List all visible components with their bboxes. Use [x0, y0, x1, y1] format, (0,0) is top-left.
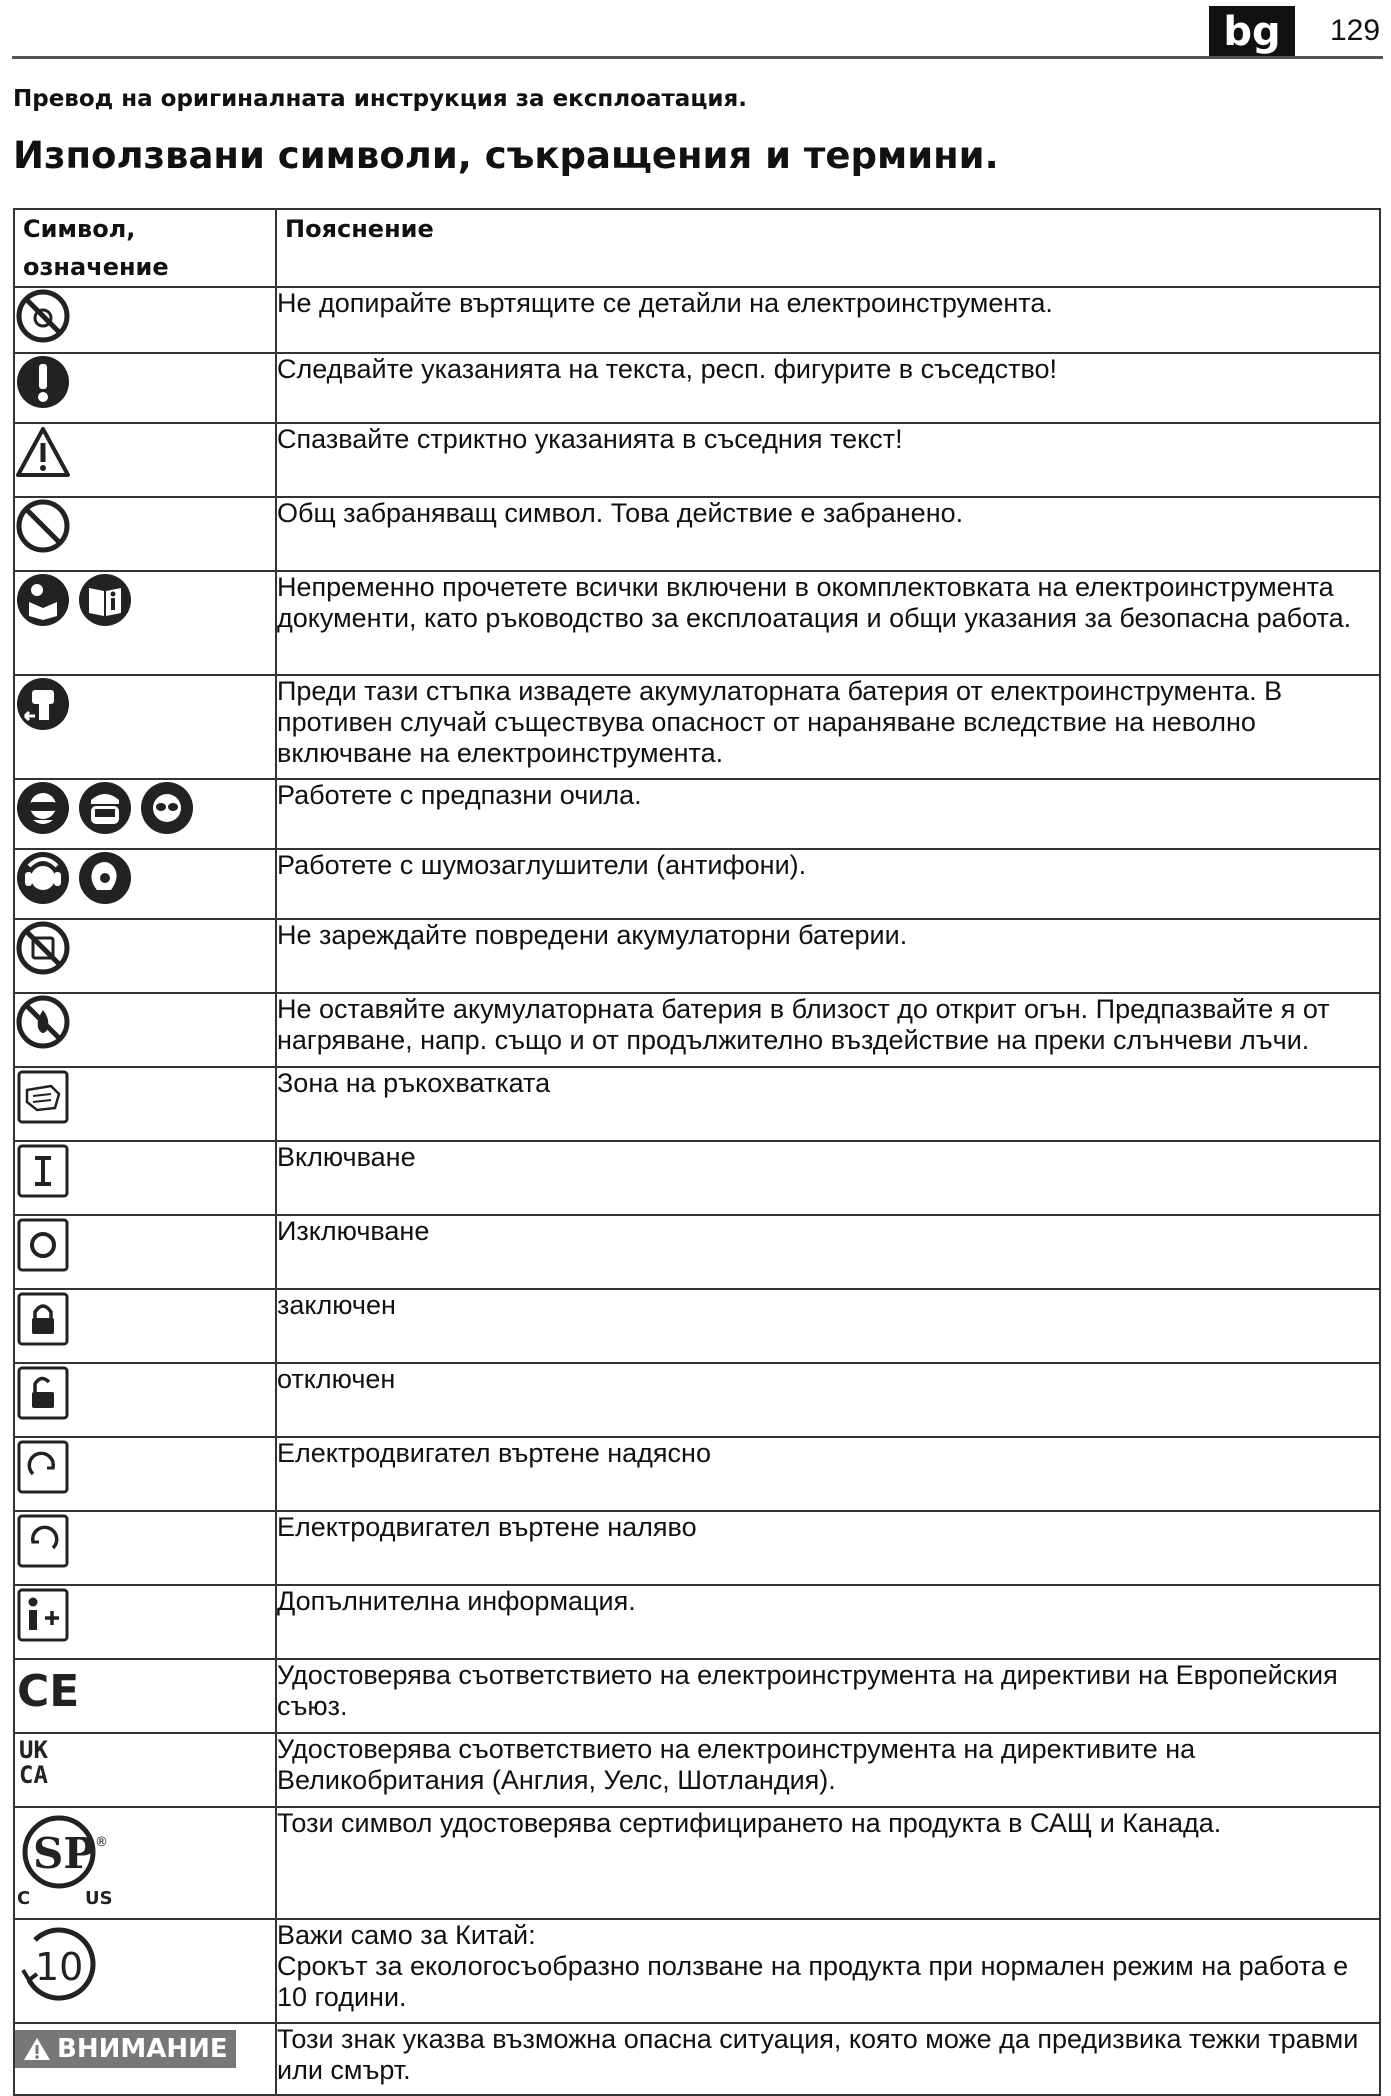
symbol-cell	[14, 849, 276, 919]
explanation-cell: Удостоверява съответствието на електроинструмента на директиви на Европейския съюз.	[276, 1659, 1380, 1733]
goggles-mask-icon	[139, 780, 195, 840]
remove-battery-icon	[15, 676, 71, 736]
table-row	[14, 423, 1380, 497]
svg-text:C: C	[17, 1888, 31, 1908]
explanation-cell: Преди тази стъпка извадете акумулаторната батерия от електроинструмента. В противен случай съществува опасност от нараняване вследствие на неволно включване на електроинструмента.	[276, 675, 1380, 779]
explanation-cell: Удостоверява съответствието на електроинструмента на директивите на Великобритания (Англия, Уелс, Шотландия).	[276, 1733, 1380, 1807]
table-row	[14, 675, 1380, 779]
explanation-cell: Не допирайте въртящите се детайли на електроинструмента.	[276, 287, 1380, 353]
explanation-cell: отключен	[276, 1363, 1380, 1437]
read-manual-icon	[15, 572, 71, 632]
language-badge: bg	[1209, 6, 1295, 58]
no-charge-damaged-battery-icon	[15, 920, 71, 980]
explanation-cell: Допълнителна информация.	[276, 1585, 1380, 1659]
power-off-icon	[15, 1216, 71, 1278]
symbol-cell	[14, 1919, 276, 2023]
lock-open-icon	[15, 1364, 71, 1426]
table-row	[14, 1511, 1380, 1585]
warning-badge-icon	[15, 2024, 236, 2068]
explanation-cell: Не оставяйте акумулаторната батерия в близост до открит огън. Предпазвайте я от нагряване, напр. също и от продължително въздействие на преки слънчеви лъчи.	[276, 993, 1380, 1067]
rotate-clockwise-icon	[15, 1438, 71, 1500]
symbol-cell	[14, 1363, 276, 1437]
ear-muffs-icon	[15, 850, 71, 910]
table-row	[14, 1919, 1380, 2023]
table-row	[14, 919, 1380, 993]
explanation-cell: Не зареждайте повредени акумулаторни батерии.	[276, 919, 1380, 993]
svg-text:10: 10	[35, 1945, 84, 1989]
ce-mark-icon	[15, 1660, 79, 1720]
explanation-cell: Този символ удостоверява сертифицирането на продукта в САЩ и Канада.	[276, 1807, 1380, 1919]
svg-text:CA: CA	[19, 1761, 48, 1789]
power-on-icon	[15, 1142, 71, 1204]
table-row	[14, 1659, 1380, 1733]
epup-10-icon	[15, 1920, 105, 2014]
warning-triangle-icon	[15, 424, 71, 484]
explanation-cell: Непременно прочетете всички включени в окомплектовката на електроинструмента документи, като ръководство за експлоатация и общи указания за безопасна работа.	[276, 571, 1380, 675]
symbol-cell	[14, 423, 276, 497]
symbol-cell	[14, 1067, 276, 1141]
table-row	[14, 1141, 1380, 1215]
table-row	[14, 1067, 1380, 1141]
table-row	[14, 1215, 1380, 1289]
document-subtitle: Превод на оригиналната инструкция за експлоатация.	[13, 86, 748, 112]
no-touch-rotating-parts-icon	[15, 288, 71, 348]
table-row	[14, 2023, 1380, 2095]
symbol-cell	[14, 497, 276, 571]
csa-mark-icon	[15, 1808, 125, 1912]
table-header-row	[14, 209, 1380, 287]
safety-goggles-icon	[15, 780, 71, 840]
header-rule	[12, 56, 1383, 59]
table-row	[14, 849, 1380, 919]
symbol-cell	[14, 1659, 276, 1733]
symbol-cell	[14, 779, 276, 849]
explanation-cell: Следвайте указанията на текста, респ. фигурите в съседство!	[276, 353, 1380, 423]
symbol-cell	[14, 675, 276, 779]
svg-text:US: US	[85, 1888, 113, 1908]
explanation-cell: Изключване	[276, 1215, 1380, 1289]
general-prohibition-icon	[15, 498, 71, 558]
page-title: Използвани символи, съкращения и термини.	[13, 134, 999, 177]
additional-info-icon	[15, 1586, 71, 1648]
explanation-cell: Електродвигател въртене наляво	[276, 1511, 1380, 1585]
table-row	[14, 497, 1380, 571]
svg-text:CE: CE	[17, 1666, 79, 1716]
table-row	[14, 353, 1380, 423]
svg-text:UK: UK	[19, 1736, 48, 1764]
symbol-cell	[14, 287, 276, 353]
rotate-counterclockwise-icon	[15, 1512, 71, 1574]
symbol-cell	[14, 1807, 276, 1919]
symbol-cell	[14, 2023, 276, 2095]
symbol-cell	[14, 1585, 276, 1659]
symbol-cell	[14, 1511, 276, 1585]
warning-triangle-small-icon	[23, 2036, 51, 2062]
svg-text:SP: SP	[33, 1829, 95, 1878]
table-row	[14, 1437, 1380, 1511]
symbol-cell	[14, 993, 276, 1067]
svg-text:®: ®	[95, 1835, 108, 1850]
table-row	[14, 779, 1380, 849]
ukca-mark-icon	[15, 1734, 71, 1794]
table-row	[14, 287, 1380, 353]
exclamation-mandatory-icon	[15, 354, 71, 414]
table-row	[14, 1289, 1380, 1363]
symbols-table	[13, 208, 1381, 2096]
explanation-cell: Работете с предпазни очила.	[276, 779, 1380, 849]
explanation-cell: Зона на ръкохватката	[276, 1067, 1380, 1141]
table-row	[14, 1585, 1380, 1659]
explanation-cell: Електродвигател въртене надясно	[276, 1437, 1380, 1511]
table-row	[14, 993, 1380, 1067]
info-book-icon	[77, 572, 133, 632]
no-fire-battery-icon	[15, 994, 71, 1054]
explanation-cell: Важи само за Китай: Срокът за екологосъобразно ползване на продукта при нормален режим на работа е 10 години.	[276, 1919, 1380, 2023]
symbol-cell	[14, 1437, 276, 1511]
warning-badge-label: ВНИМАНИЕ	[57, 2034, 228, 2064]
symbol-cell	[14, 1141, 276, 1215]
symbol-cell	[14, 1215, 276, 1289]
symbol-cell	[14, 1289, 276, 1363]
table-row	[14, 1733, 1380, 1807]
table-row	[14, 1807, 1380, 1919]
face-shield-icon	[77, 780, 133, 840]
ear-protection-icon	[77, 850, 133, 910]
symbol-cell	[14, 353, 276, 423]
grip-area-icon	[15, 1068, 71, 1130]
explanation-cell: Спазвайте стриктно указанията в съседния текст!	[276, 423, 1380, 497]
explanation-cell: заключен	[276, 1289, 1380, 1363]
explanation-cell: Включване	[276, 1141, 1380, 1215]
table-row	[14, 1363, 1380, 1437]
symbol-cell	[14, 919, 276, 993]
page-number: 129	[1330, 14, 1381, 47]
col-header-explanation: Пояснение	[276, 209, 1380, 287]
symbol-cell	[14, 1733, 276, 1807]
explanation-cell: Този знак указва възможна опасна ситуация, която може да предизвика тежки травми или смърт.	[276, 2023, 1380, 2095]
table-row	[14, 571, 1380, 675]
col-header-symbol: Символ, означение	[14, 209, 276, 287]
explanation-cell: Общ забраняващ символ. Това действие е забранено.	[276, 497, 1380, 571]
symbol-cell	[14, 571, 276, 675]
explanation-cell: Работете с шумозаглушители (антифони).	[276, 849, 1380, 919]
lock-closed-icon	[15, 1290, 71, 1352]
